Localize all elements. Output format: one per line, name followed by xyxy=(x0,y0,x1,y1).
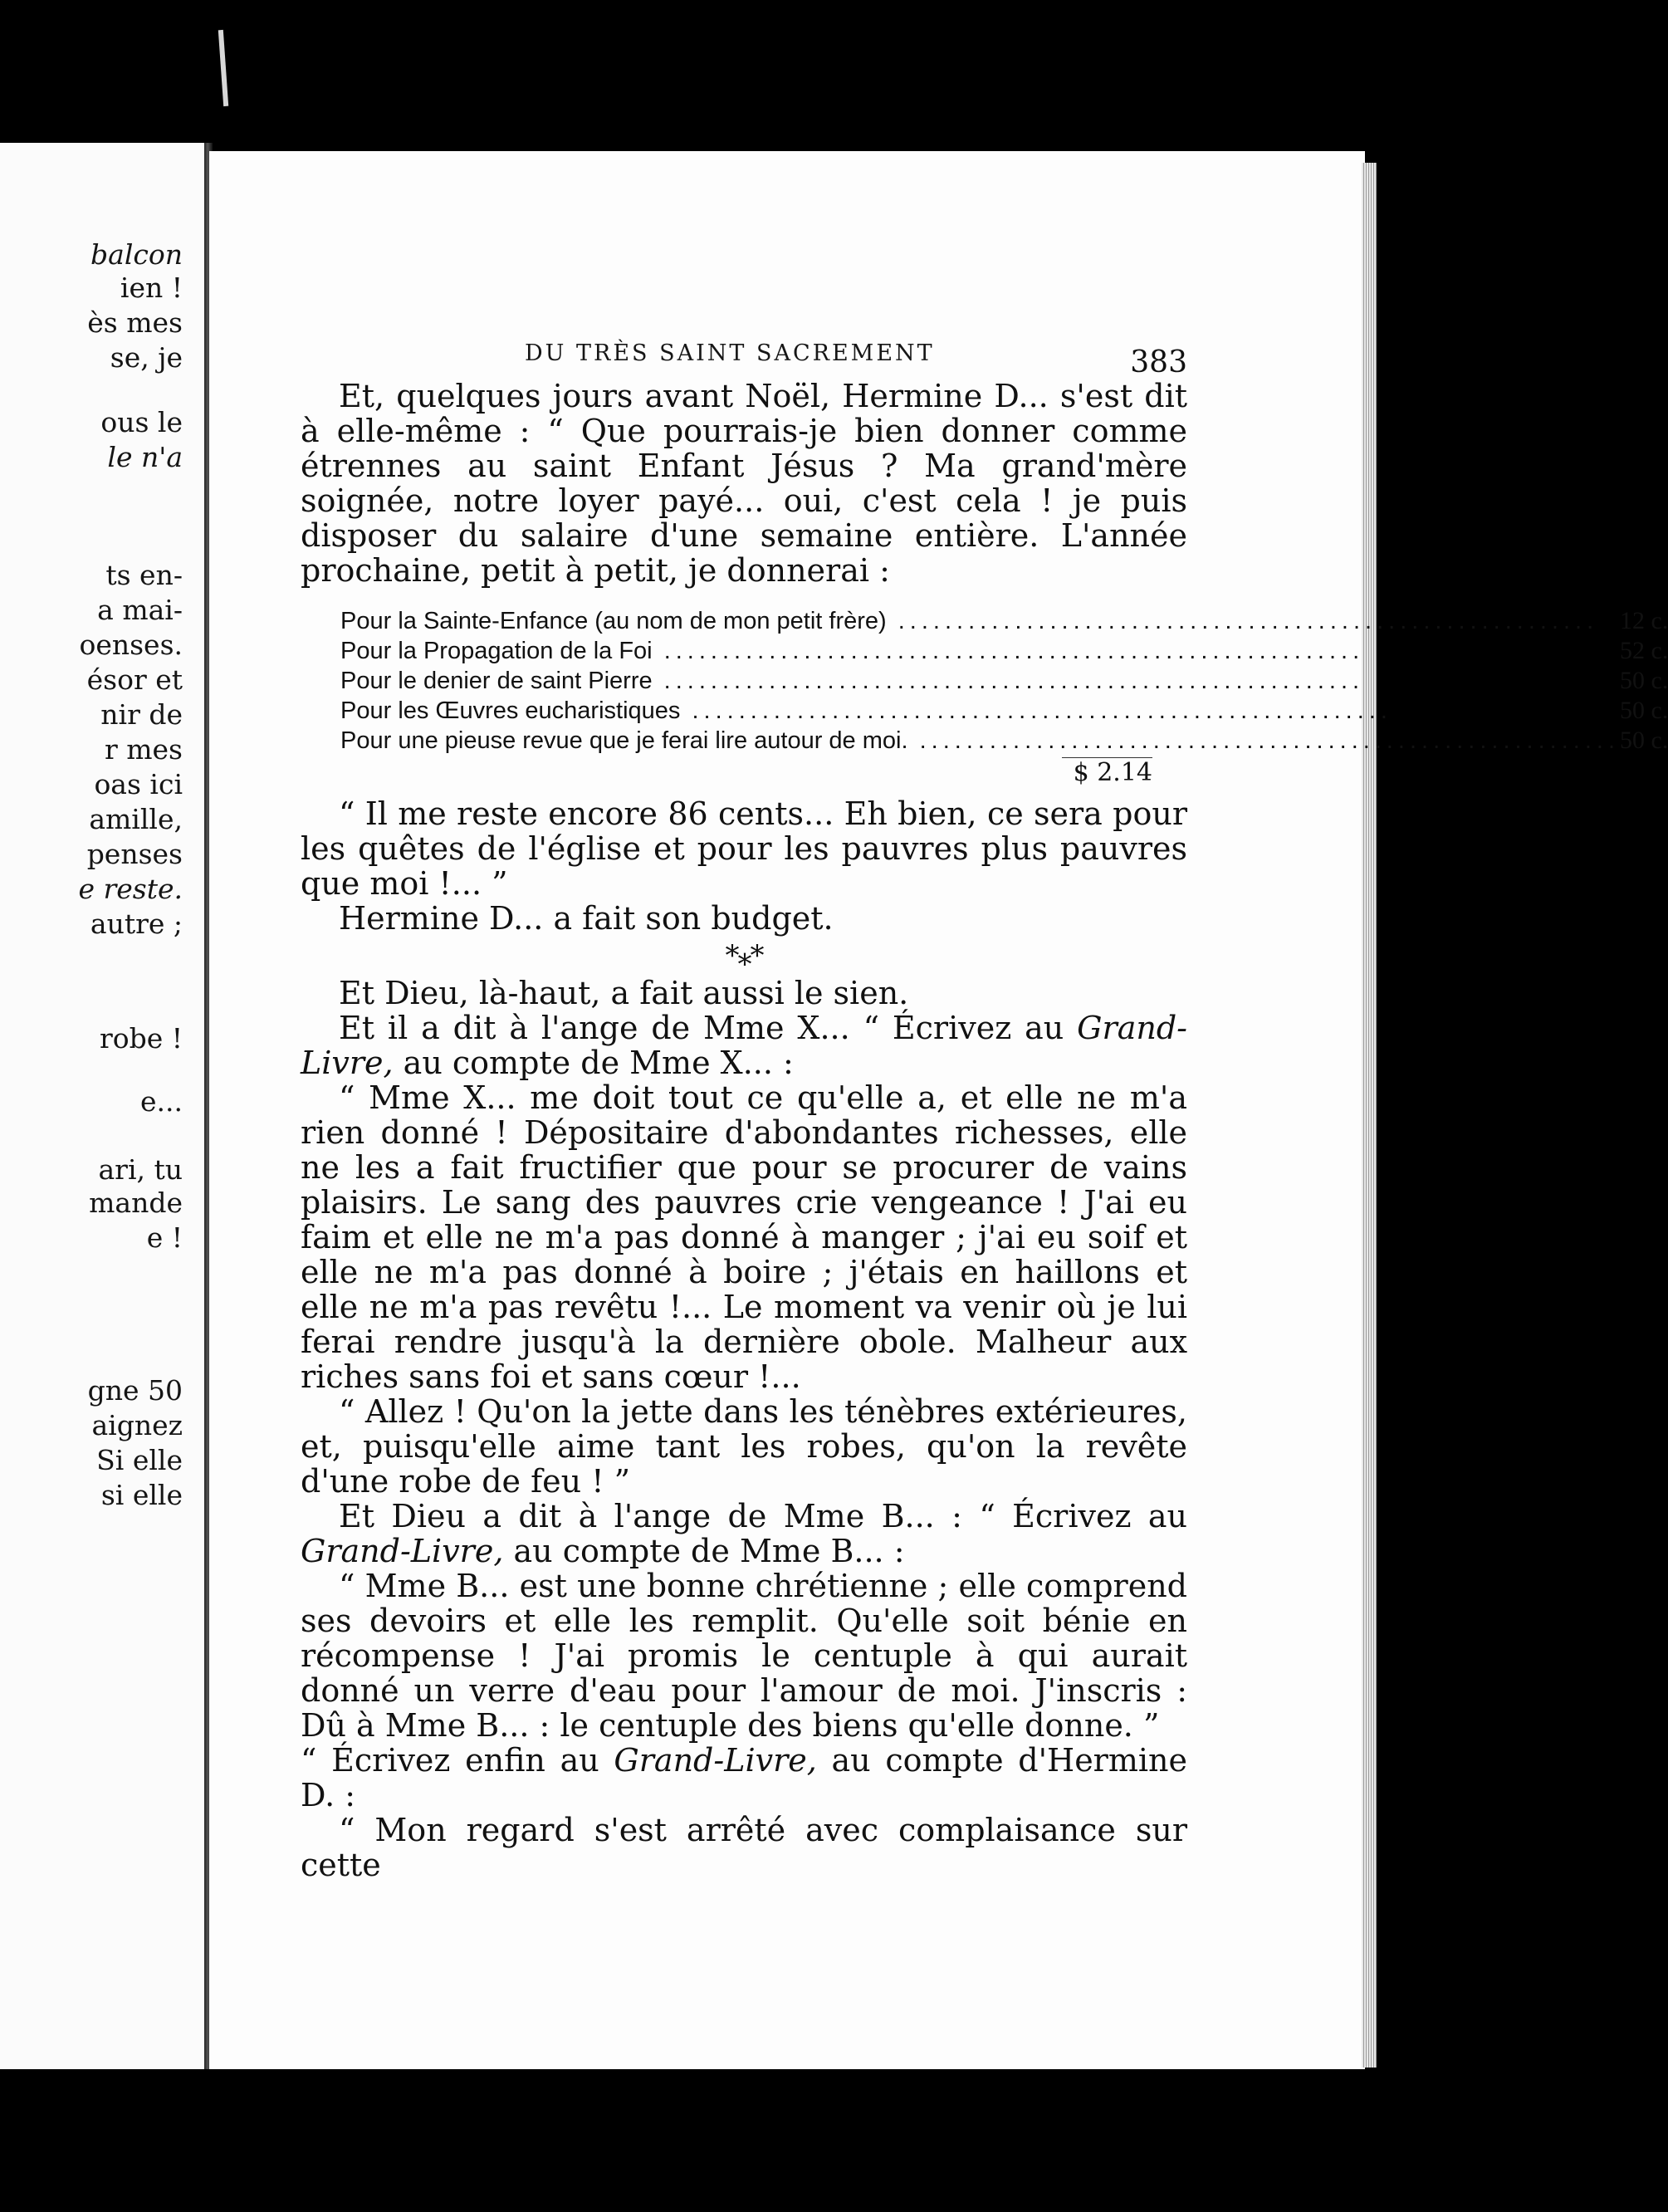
paragraph-reste: “ Il me reste encore 86 cents... Eh bien, ce sera pour les quêtes de l'église et pour les pauvres plus pauvres que moi !... ” xyxy=(301,795,1187,902)
left-page-fragment: Si elle xyxy=(96,1444,183,1476)
left-page-fragment: r mes xyxy=(104,733,183,766)
paragraph-allez: “ Allez ! Qu'on la jette dans les ténèbres extérieures, et, puisqu'elle aime tant les robes, qu'on la revête d'une robe de feu ! ” xyxy=(301,1393,1187,1500)
budget-amount: 50 c. xyxy=(1620,667,1668,694)
left-page-fragment: le n'a xyxy=(107,441,183,473)
page-edges xyxy=(1362,163,1377,2068)
left-page-fragment: amille, xyxy=(89,803,183,835)
leader-dots: ............................................................ xyxy=(652,668,1365,694)
budget-row xyxy=(340,696,1668,726)
film-scratch xyxy=(218,30,228,106)
budget-amount: 52 c. xyxy=(1620,637,1668,664)
left-page-fragment: gne 50 xyxy=(87,1374,183,1407)
left-page-fragment: si elle xyxy=(100,1479,183,1511)
left-page-fragment: e... xyxy=(140,1085,183,1118)
budget-amount: 12 c. xyxy=(1620,607,1668,634)
left-page-fragment: robe ! xyxy=(99,1022,183,1055)
budget-row xyxy=(340,726,1668,756)
page-text xyxy=(301,329,1668,1883)
page-number: 383 xyxy=(1130,345,1187,379)
budget-label: Pour les Œuvres eucharistiques xyxy=(340,697,681,724)
left-page-fragment: ien ! xyxy=(120,272,183,304)
left-page-fragment: nir de xyxy=(100,698,183,731)
intro-paragraph: Et, quelques jours avant Noël, Hermine D... s'est dit à elle-même : “ Que pourrais-je bien donner comme étrennes au saint Enfant Jésus ? Ma grand'mère soignée, notre loyer payé... oui, c'est cela ! je puis disposer du salaire d'une semaine entière. L'année prochaine, petit à petit, je donnerai : xyxy=(301,378,1187,589)
paragraph-budget: Hermine D... a fait son budget. xyxy=(339,900,834,937)
paragraph-dieu: Et Dieu, là-haut, a fait aussi le sien. xyxy=(339,975,909,1011)
budget-row xyxy=(340,606,1668,636)
budget-total: $ 2.14 xyxy=(301,757,1187,788)
paragraph-ange-b: Et Dieu a dit à l'ange de Mme B... : “ Écrivez au Grand-Livre, au compte de Mme B... : xyxy=(301,1498,1187,1569)
left-page-fragment: e ! xyxy=(146,1221,183,1254)
paragraph-regard: “ Mon regard s'est arrêté avec complaisance sur cette xyxy=(301,1812,1187,1883)
left-page-fragment: oas ici xyxy=(94,768,183,800)
budget-label: Pour la Propagation de la Foi xyxy=(340,638,653,664)
leader-dots: ............................................................ xyxy=(652,638,1365,664)
left-page-fragment: a mai- xyxy=(97,594,183,626)
paragraph-hermine: “ Écrivez enfin au Grand-Livre, au compte d'Hermine D. : xyxy=(301,1742,1187,1813)
budget-amount: 50 c. xyxy=(1620,697,1668,724)
left-page-fragment: se, je xyxy=(110,341,183,374)
left-page-fragment: balcon xyxy=(90,238,183,271)
running-title: DU TRÈS SAINT SACREMENT xyxy=(525,340,935,366)
left-page-fragment: e reste. xyxy=(78,873,183,905)
budget-label: Pour le denier de saint Pierre xyxy=(340,668,653,694)
left-page-fragment: ari, tu xyxy=(98,1153,183,1186)
left-page-fragment: ous le xyxy=(100,406,183,438)
leader-dots: ............................................................ xyxy=(680,697,1392,724)
budget-row xyxy=(340,666,1668,696)
budget-row xyxy=(340,636,1668,666)
left-page-fragment: penses xyxy=(86,838,183,870)
left-facing-page xyxy=(0,143,206,2069)
budget-table xyxy=(340,606,1668,756)
leader-dots: ............................................................ xyxy=(907,727,1621,754)
left-page-fragment: ts en- xyxy=(105,559,183,591)
budget-amount: 50 c. xyxy=(1620,727,1668,754)
left-page-fragment: ès mes xyxy=(87,306,183,339)
paragraph-mme-x: “ Mme X... me doit tout ce qu'elle a, et elle ne m'a rien donné ! Dépositaire d'abondantes richesses, elle ne les a fait fructifier que pour se procurer de vains plaisirs. Le sang des pauvres crie vengeance ! J'ai eu faim et elle ne m'a pas donné à manger ; j'ai eu soif et elle ne m'a pas donné à boire ; j'étais en haillons et elle ne m'a pas revêtu !... Le moment va venir où je lui ferai rendre jusqu'à la dernière obole. Malheur aux riches sans foi et sans cœur !... xyxy=(301,1079,1187,1395)
left-page-fragment: ésor et xyxy=(86,663,183,696)
paragraph-ange-x: Et il a dit à l'ange de Mme X... “ Écrivez au Grand-Livre, au compte de Mme X... : xyxy=(301,1010,1187,1081)
budget-label: Pour une pieuse revue que je ferai lire autour de moi. xyxy=(340,727,908,754)
left-page-fragment: autre ; xyxy=(90,908,183,940)
leader-dots: ............................................................ xyxy=(886,608,1599,634)
paragraph-mme-b: “ Mme B... est une bonne chrétienne ; elle comprend ses devoirs et elle les remplit. Qu'elle soit bénie en récompense ! J'ai promis le centuple à qui aurait donné un verre d'eau pour l'amour de moi. J'inscris : Dû à Mme B... : le centuple des biens qu'elle donne. ” xyxy=(301,1568,1187,1744)
left-page-fragment: mande xyxy=(89,1187,183,1219)
budget-label: Pour la Sainte-Enfance (au nom de mon petit frère) xyxy=(340,608,887,634)
page-header xyxy=(301,329,1187,377)
left-page-fragment: oenses. xyxy=(79,629,183,661)
section-separator: *⁎* xyxy=(725,939,763,972)
left-page-fragment: aignez xyxy=(91,1409,183,1441)
